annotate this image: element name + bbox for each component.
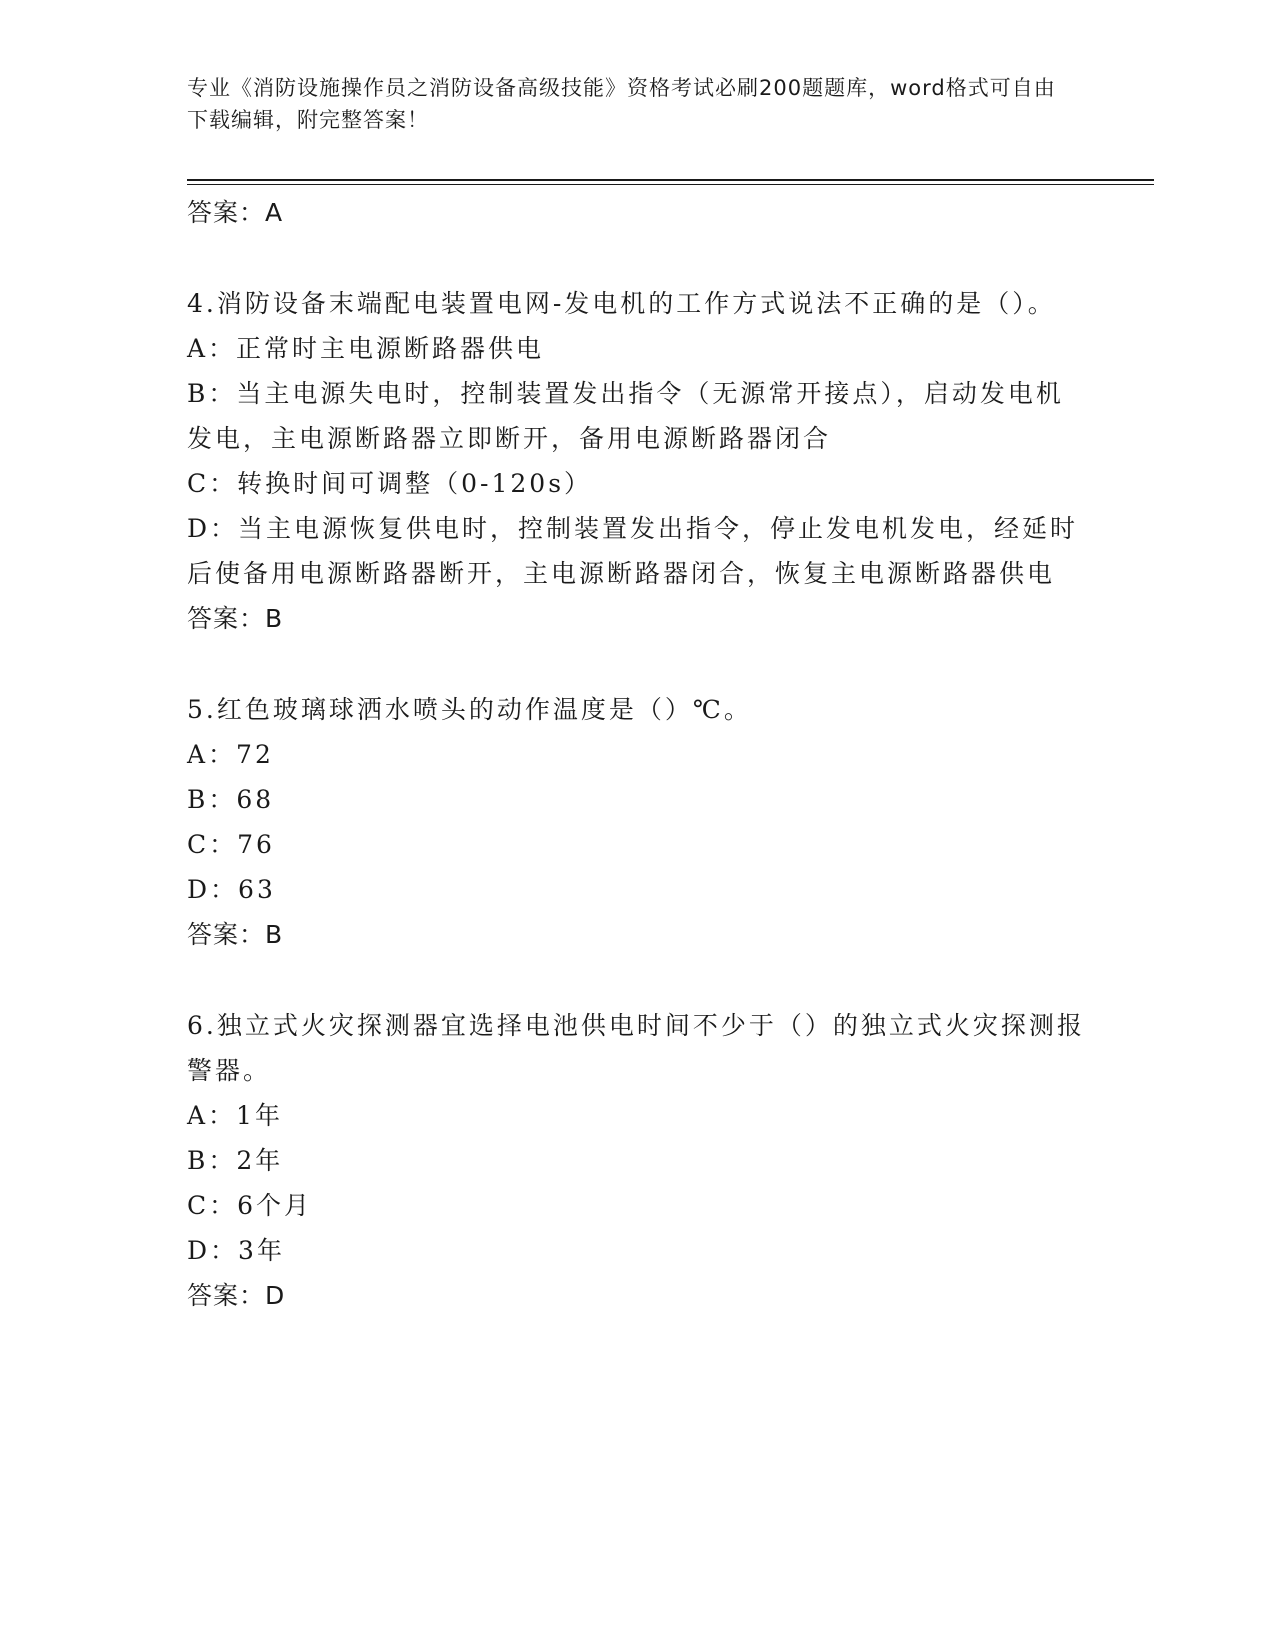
header-divider-thin bbox=[187, 184, 1154, 185]
option-a: A：正常时主电源断路器供电 bbox=[187, 334, 545, 363]
answer-text: 答案：B bbox=[187, 920, 284, 949]
option-d: D：3年 bbox=[187, 1236, 285, 1265]
option-d: D：63 bbox=[187, 875, 276, 904]
option-d: D：当主电源恢复供电时，控制装置发出指令，停止发电机发电，经延时后使备用电源断路器断开，主电源断路器闭合，恢复主电源断路器供电 bbox=[187, 514, 1079, 588]
answer-text: 答案：A bbox=[187, 198, 284, 227]
question-text: 5.红色玻璃球洒水喷头的动作温度是（）℃。 bbox=[187, 695, 752, 724]
option-a: A：1年 bbox=[187, 1101, 283, 1130]
option-b: B：2年 bbox=[187, 1146, 284, 1175]
question-block bbox=[187, 281, 1087, 641]
answer-text: 答案：D bbox=[187, 1281, 286, 1310]
option-c: C：76 bbox=[187, 830, 275, 859]
option-c: C：转换时间可调整（0-120s） bbox=[187, 469, 593, 498]
option-c: C：6个月 bbox=[187, 1191, 313, 1220]
question-block bbox=[187, 1003, 1087, 1318]
option-a: A：72 bbox=[187, 740, 274, 769]
document-header: 专业《消防设施操作员之消防设备高级技能》资格考试必刷200题题库，word格式可自由下载编辑，附完整答案！ bbox=[187, 76, 1056, 132]
option-b: B：68 bbox=[187, 785, 275, 814]
document-body bbox=[187, 188, 1087, 1318]
question-text: 6.独立式火灾探测器宜选择电池供电时间不少于（）的独立式火灾探测报警器。 bbox=[187, 1011, 1085, 1085]
header-divider-thick bbox=[187, 179, 1154, 181]
question-block bbox=[187, 687, 1087, 957]
answer-text: 答案：B bbox=[187, 604, 284, 633]
option-b: B：当主电源失电时，控制装置发出指令（无源常开接点），启动发电机发电，主电源断路器立即断开，备用电源断路器闭合 bbox=[187, 379, 1064, 453]
question-text: 4.消防设备末端配电装置电网-发电机的工作方式说法不正确的是（）。 bbox=[187, 289, 1056, 318]
